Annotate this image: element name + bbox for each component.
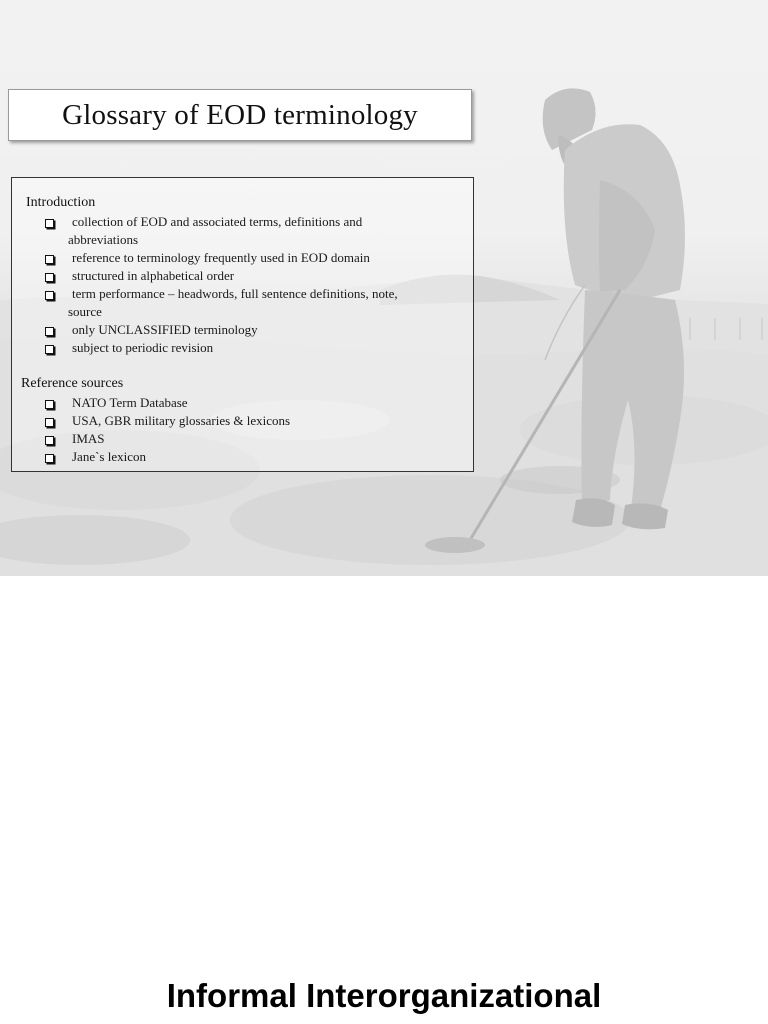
- checkbox-bullet-icon: [45, 345, 54, 354]
- checkbox-bullet-icon: [45, 327, 54, 336]
- intro-item-3: structured in alphabetical order: [72, 268, 235, 283]
- next-page-heading: Informal Interorganizational: [166, 977, 602, 1014]
- checkbox-bullet-icon: [45, 219, 54, 228]
- intro-item-5: only UNCLASSIFIED terminology: [72, 322, 258, 337]
- checkbox-bullet-icon: [45, 436, 54, 445]
- slide-title-box: [8, 89, 472, 141]
- intro-item-6: subject to periodic revision: [72, 340, 214, 355]
- checkbox-bullet-icon: [45, 418, 54, 427]
- intro-item-4: term performance – headwords, full sentence definitions, note,: [72, 286, 398, 301]
- checkbox-bullet-icon: [45, 273, 54, 282]
- intro-item-1-continuation: abbreviations: [68, 232, 139, 247]
- checkbox-bullet-icon: [45, 400, 54, 409]
- content-box: [11, 177, 474, 472]
- reference-item-2: USA, GBR military glossaries & lexicons: [72, 413, 291, 428]
- intro-item-2: reference to terminology frequently used in EOD domain: [72, 250, 370, 265]
- introduction-heading: Introduction: [26, 195, 96, 210]
- checkbox-bullet-icon: [45, 454, 54, 463]
- reference-item-3: IMAS: [72, 431, 105, 446]
- checkbox-bullet-icon: [45, 255, 54, 264]
- intro-item-4-continuation: source: [68, 304, 102, 319]
- checkbox-bullet-icon: [45, 291, 54, 300]
- intro-item-1: collection of EOD and associated terms, definitions and: [72, 214, 363, 229]
- reference-sources-heading: Reference sources: [21, 376, 124, 391]
- slide-title: Glossary of EOD terminology: [62, 98, 418, 131]
- reference-item-4: Jane`s lexicon: [72, 449, 147, 464]
- reference-item-1: NATO Term Database: [72, 395, 188, 410]
